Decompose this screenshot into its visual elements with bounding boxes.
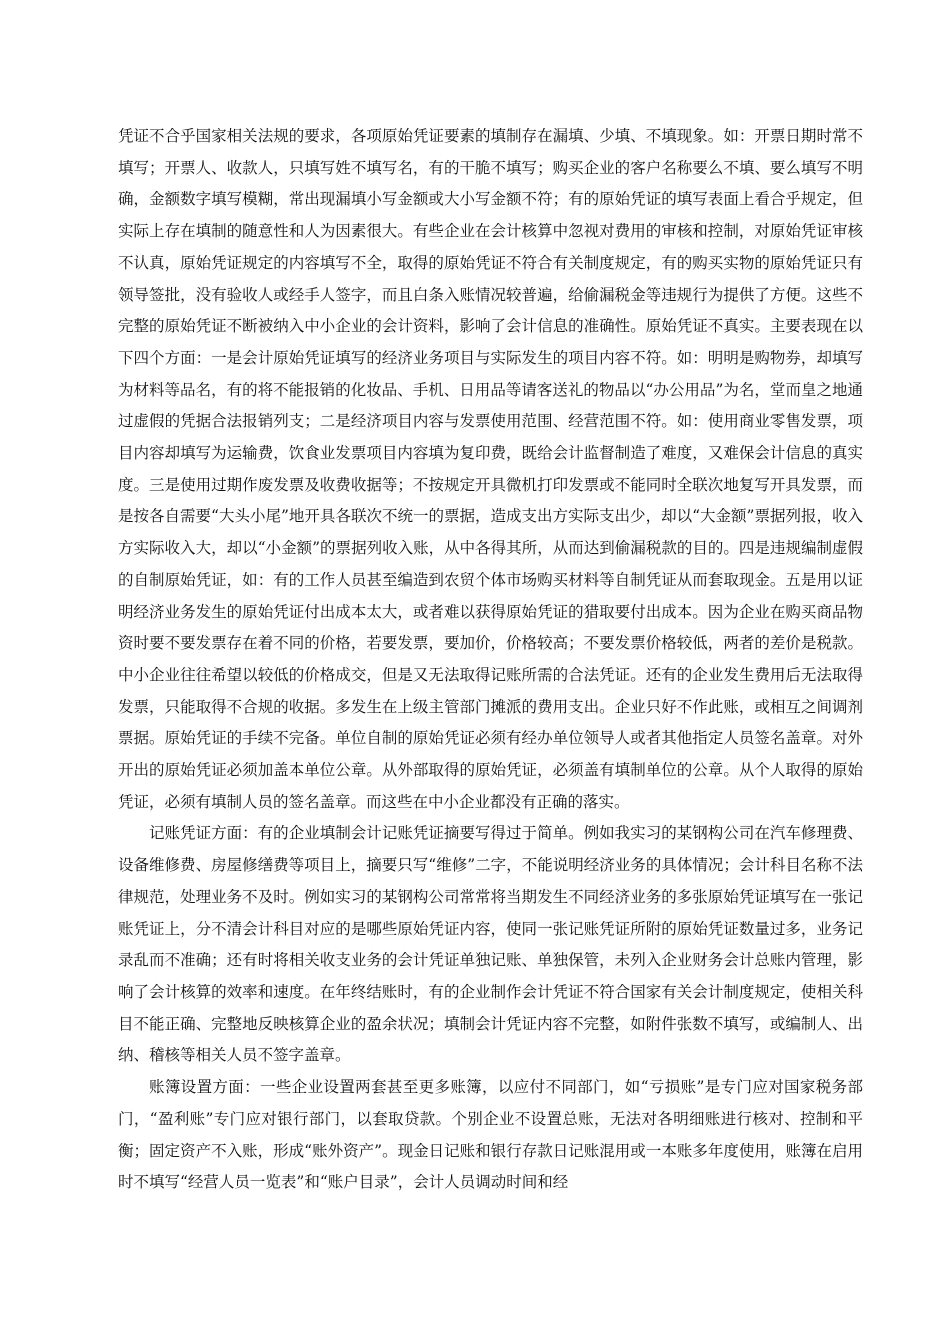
body-text <box>118 121 863 1199</box>
paragraph-original-vouchers: 凭证不合乎国家相关法规的要求，各项原始凭证要素的填制存在漏填、少填、不填现象。如：开票日期时常不填写；开票人、收款人，只填写姓不填写名，有的干脆不填写；购买企业的客户名称要么不填、要么填写不明确，金额数字填写模糊，常出现漏填小写金额或大小写金额不符；有的原始凭证的填写表面上看合乎规定，但实际上存在填制的随意性和人为因素很大。有些企业在会计核算中忽视对费用的审核和控制，对原始凭证审核不认真，原始凭证规定的内容填写不全，取得的原始凭证不符合有关制度规定，有的购买实物的原始凭证只有领导签批，没有验收人或经手人签字，而且白条入账情况较普遍，给偷漏税金等违规行为提供了方便。这些不完整的原始凭证不断被纳入中小企业的会计资料，影响了会计信息的准确性。原始凭证不真实。主要表现在以下四个方面：一是会计原始凭证填写的经济业务项目与实际发生的项目内容不符。如：明明是购物券，却填写为材料等品名，有的将不能报销的化妆品、手机、日用品等请客送礼的物品以“办公用品”为名，堂而皇之地通过虚假的凭据合法报销列支；二是经济项目内容与发票使用范围、经营范围不符。如：使用商业零售发票，项目内容却填写为运输费，饮食业发票项目内容填为复印费，既给会计监督制造了难度，又难保会计信息的真实度。三是使用过期作废发票及收费收据等；不按规定开具微机打印发票或不能同时全联次地复写开具发票，而是按各自需要“大头小尾”地开具各联次不统一的票据，造成支出方实际支出少，却以“大金额”票据列报，收入方实际收入大，却以“小金额”的票据列收入账，从中各得其所，从而达到偷漏税款的目的。四是违规编制虚假的自制原始凭证，如：有的工作人员甚至编造到农贸个体市场购买材料等自制凭证从而套取现金。五是用以证明经济业务发生的原始凭证付出成本太大，或者难以获得原始凭证的猎取要付出成本。因为企业在购买商品物资时要不要发票存在着不同的价格，若要发票，要加价，价格较高；不要发票价格较低，两者的差价是税款。中小企业往往希望以较低的价格成交，但是又无法取得记账所需的合法凭证。还有的企业发生费用后无法取得发票，只能取得不合规的收据。多发生在上级主管部门摊派的费用支出。企业只好不作此账，或相互之间调剂票据。原始凭证的手续不完备。单位自制的原始凭证必须有经办单位领导人或者其他指定人员签名盖章。对外开出的原始凭证必须加盖本单位公章。从外部取得的原始凭证，必须盖有填制单位的公章。从个人取得的原始凭证，必须有填制人员的签名盖章。而这些在中小企业都没有正确的落实。 <box>118 127 863 811</box>
paragraph-accounting-vouchers: 记账凭证方面：有的企业填制会计记账凭证摘要写得过于简单。例如我实习的某钢构公司在汽车修理费、设备维修费、房屋修缮费等项目上，摘要只写“维修”二字，不能说明经济业务的具体情况；会计科目名称不法律规范，处理业务不及时。例如实习的某钢构公司常常将当期发生不同经济业务的多张原始凭证填写在一张记账凭证上，分不清会计科目对应的是哪些原始凭证内容，使同一张记账凭证所附的原始凭证数量过多，业务记录乱而不准确；还有时将相关收支业务的会计凭证单独记账、单独保管，未列入企业财务会计总账内管理，影响了会计核算的效率和速度。在年终结账时，有的企业制作会计凭证不符合国家有关会计制度规定，使相关科目不能正确、完整地反映核算企业的盈余状况；填制会计凭证内容不完整，如附件张数不填写，或编制人、出纳、稽核等相关人员不签字盖章。 <box>118 824 863 1065</box>
paragraph-ledger-setup: 账簿设置方面：一些企业设置两套甚至更多账簿，以应付不同部门，如“亏损账”是专门应对国家税务部门，“盈利账”专门应对银行部门，以套取贷款。个别企业不设置总账，无法对各明细账进行核对、控制和平衡；固定资产不入账，形成“账外资产”。现金日记账和银行存款日记账混用或一本账多年度使用，账簿在启用时不填写“经营人员一览表”和“账户目录”，会计人员调动时间和经 <box>118 1078 863 1192</box>
